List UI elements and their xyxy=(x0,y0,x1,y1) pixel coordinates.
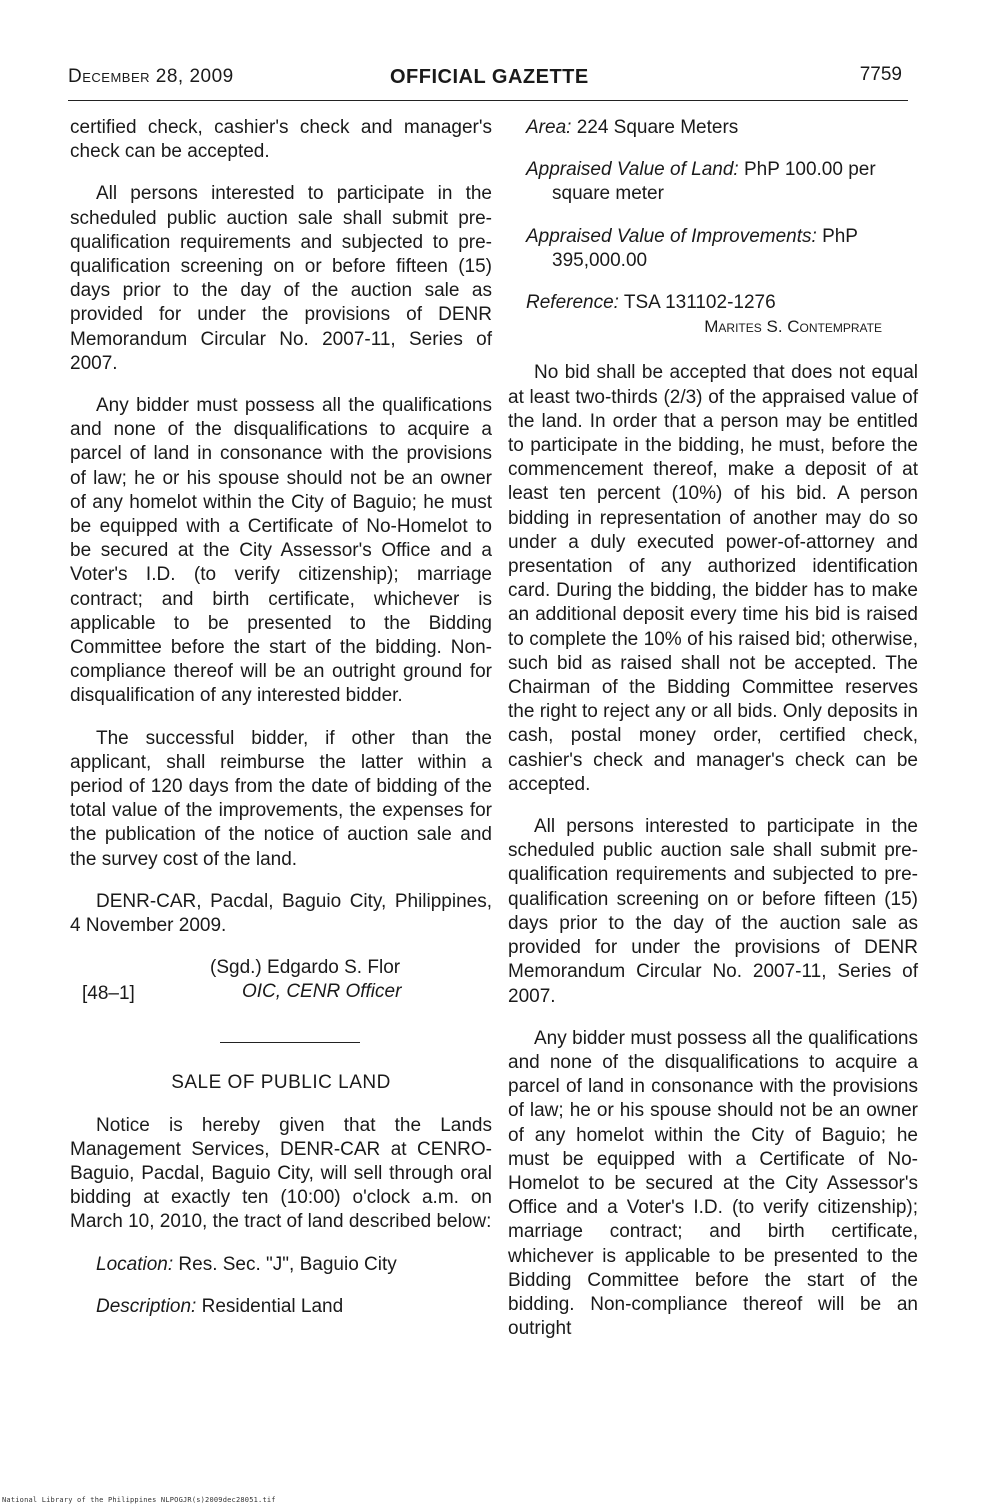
location-field xyxy=(70,1253,492,1277)
field-value: PhP 395,000.00 xyxy=(552,225,858,271)
land-value-field xyxy=(508,158,918,206)
signature-block xyxy=(70,956,492,1008)
scan-footer: National Library of the Philippines NLPOGJR(s)2009dec28051.tif xyxy=(2,1496,276,1504)
field-label: Location: xyxy=(96,1253,174,1275)
paragraph: Any bidder must possess all the qualifications and none of the disqualifications to acquire a parcel of land in consonance with the provisions of law; he or his spouse should not be an owner of any homelot within the City of Baguio; he must be equipped with a Certificate of No-Homelot to be secured at the City Assessor's Office and a Voter's I.D. (to verify citizenship); marriage contract; and birth certificate, whichever is applicable to be presented to the Bidding Committee before the start of the bidding. Non-compliance thereof will be an outright ground for disqualification of any interested bidder. xyxy=(70,395,492,707)
left-column xyxy=(70,116,492,1337)
section-divider xyxy=(220,1042,360,1043)
publication-title: OFFICIAL GAZETTE xyxy=(390,66,589,88)
field-label: Reference: xyxy=(526,292,619,314)
reference-name: Marites S. Contemprate xyxy=(704,317,882,337)
paragraph: All persons interested to participate in the scheduled public auction sale shall submit pre-qualification requirements and subjected to pre-qualification screening on or before fifteen (15) days prior to the day of the auction sale as provided for under the provisions of DENR Memorandum Circular No. 2007-11, Series of 2007. xyxy=(70,183,492,374)
field-label: Appraised Value of Improvements: xyxy=(526,225,817,247)
right-column xyxy=(508,116,918,1359)
paragraph: Notice is hereby given that the Lands Management Services, DENR-CAR at CENRO-Baguio, Pacdal, Baguio City, will sell through oral bidding at exactly ten (10:00) o'clock a.m. on March 10, 2010, the tract of land described below: xyxy=(70,1114,492,1233)
paragraph: Any bidder must possess all the qualifications and none of the disqualifications to acquire a parcel of land in consonance with the provisions of law; he or his spouse should not be an owner of any homelot within the City of Baguio; he must be equipped with a Certificate of No-Homelot to be secured at the City Assessor's Office and a Voter's I.D. (to verify citizenship); marriage contract; and birth certificate, whichever is applicable to be presented to the Bidding Committee before the start of the bidding. Non-compliance thereof will be an outright xyxy=(508,1027,918,1340)
reference-field xyxy=(508,291,918,339)
signatory-title: OIC, CENR Officer xyxy=(242,981,402,1003)
field-value: Residential Land xyxy=(201,1295,344,1317)
paragraph: DENR-CAR, Pacdal, Baguio City, Philippines, 4 November 2009. xyxy=(70,890,492,937)
reference-line xyxy=(526,291,918,315)
issue-date: December 28, 2009 xyxy=(68,66,234,87)
improvements-value-field xyxy=(508,225,918,273)
paragraph: All persons interested to participate in the scheduled public auction sale shall submit pre-qualification requirements and subjected to pre-qualification screening on or before fifteen (15) days prior to the day of the auction sale as provided for under the provisions of DENR Memorandum Circular No. 2007-11, Series of 2007. xyxy=(508,816,918,1007)
field-value: 224 Square Meters xyxy=(576,117,739,138)
paragraph: certified check, cashier's check and manager's check can be accepted. xyxy=(70,117,492,163)
field-value: PhP 100.00 per square meter xyxy=(552,159,876,205)
paragraph: The successful bidder, if other than the applicant, shall reimburse the latter within a period of 120 days from the date of bidding of the total value of the improvements, the expenses for the publication of the notice of auction sale and the survey cost of the land. xyxy=(70,727,492,870)
section-heading: SALE OF PUBLIC LAND xyxy=(171,1072,391,1094)
field-label: Description: xyxy=(96,1295,197,1317)
field-value: TSA 131102-1276 xyxy=(623,292,776,314)
field-value: Res. Sec. "J", Baguio City xyxy=(178,1253,397,1275)
signatory-name: (Sgd.) Edgardo S. Flor xyxy=(210,957,401,979)
page-number: 7759 xyxy=(859,64,902,85)
field-label: Area: xyxy=(526,117,572,138)
description-field xyxy=(70,1295,492,1319)
area-field xyxy=(508,116,918,140)
paragraph: No bid shall be accepted that does not equal at least two-thirds (2/3) of the appraised value of the land. In order that a person may be entitled to participate in the bidding, he must, before the commencement thereof, make a deposit of at least ten percent (10%) of his bid. A person bidding in representation of another may do so under a duly executed power-of-attorney and presentation of any authorized identification card. During the bidding, the bidder has to make an additional deposit every time his bid is raised to complete the 10% of his raised bid; otherwise, such bid as raised shall not be accepted. The Chairman of the Bidding Committee reserves the right to reject any or all bids. Only deposits in cash, postal money order, certified check, cashier's check and manager's check can be accepted. xyxy=(508,362,918,795)
field-label: Appraised Value of Land: xyxy=(526,159,739,181)
notice-reference: [48–1] xyxy=(82,983,135,1005)
page-header xyxy=(68,66,908,101)
